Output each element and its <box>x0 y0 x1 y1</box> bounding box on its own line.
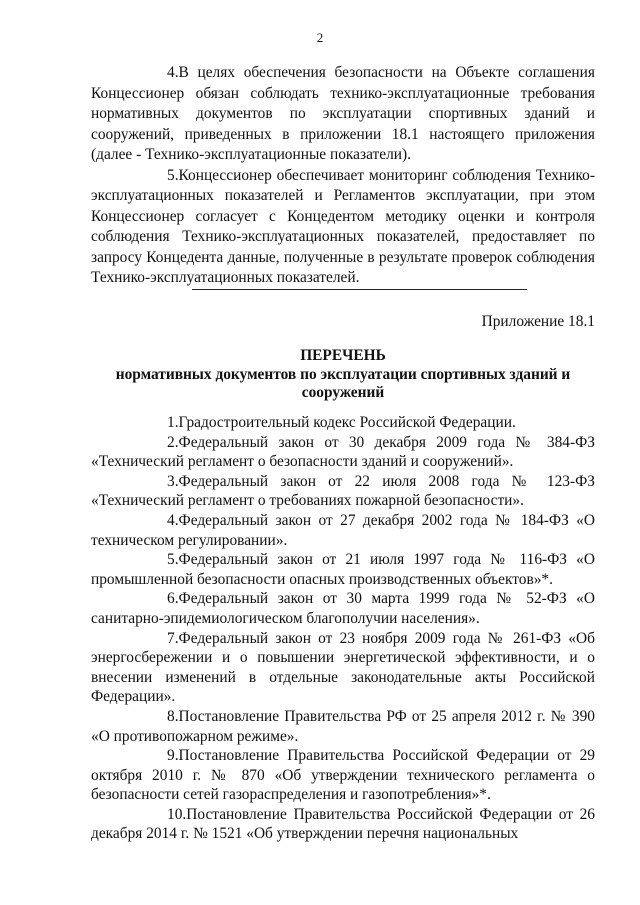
list-item-number: 5. <box>167 551 179 569</box>
paragraph-4 <box>91 63 595 166</box>
list-item <box>91 707 595 746</box>
list-item-text: Градостроительный кодекс Российской Федерации. <box>178 414 516 431</box>
list-item-number: 6. <box>167 590 179 608</box>
list-item-text: Постановление Правительства РФ от 25 апреля 2012 г. № 390 «О противопожарном режиме». <box>91 707 595 745</box>
list-item <box>91 433 595 472</box>
list-item-text: Федеральный закон от 22 июля 2008 года № 123-ФЗ «Технический регламент о требованиях пожарной безопасности». <box>91 472 595 510</box>
list-heading <box>91 347 595 403</box>
list-item <box>91 805 595 844</box>
list-item-text: Федеральный закон от 30 марта 1999 года № 52-ФЗ «О санитарно-эпидемиологическом благополучии населения». <box>91 590 595 627</box>
list-item-number: 10. <box>167 805 187 823</box>
list-item-number: 2. <box>167 433 179 451</box>
list-item <box>91 589 595 628</box>
list-item <box>91 550 595 589</box>
paragraph-number: 4. <box>167 64 179 81</box>
list-item-number: 7. <box>167 629 179 647</box>
list-item-text: Постановление Правительства Российской Федерации от 26 декабря 2014 г. № 1521 «Об утверждении перечня национальных <box>91 805 595 843</box>
heading-subtitle: нормативных документов по эксплуатации спортивных зданий и сооружений <box>115 365 571 401</box>
list-item-text: Федеральный закон от 27 декабря 2002 года № 184-ФЗ «О техническом регулировании». <box>91 511 595 549</box>
paragraph-text: В целях обеспечения безопасности на Объекте соглашения Концессионер обязан соблюдать технико-эксплуатационные требования нормативных документов по эксплуатации спортивных зданий и сооружений, приведенных в приложении 18.1 настоящего приложения (далее - Технико-эксплуатационные показатели). <box>91 64 595 163</box>
list-item-number: 4. <box>167 511 179 529</box>
list-item <box>91 472 595 511</box>
list-item-number: 8. <box>167 707 179 725</box>
list-item-number: 1. <box>167 414 179 431</box>
list-item <box>91 746 595 805</box>
list-item <box>91 629 595 707</box>
heading-title: ПЕРЕЧЕНЬ <box>300 347 386 364</box>
paragraph-5 <box>91 166 595 289</box>
list-item <box>91 511 595 550</box>
list-item-text: Федеральный закон от 30 декабря 2009 года № 384-ФЗ «Технический регламент о безопасности зданий и сооружений». <box>91 433 595 471</box>
list-item <box>91 413 595 433</box>
list-item-text: Постановление Правительства Российской Федерации от 29 октября 2010 г. № 870 «Об утверждении технического регламента о безопасности сетей газораспределения и газопотребления»*. <box>91 747 595 804</box>
intro-paragraphs <box>91 63 595 289</box>
paragraph-text: Концессионер обеспечивает мониторинг соблюдения Технико-эксплуатационных показателей и Регламентов эксплуатации, при этом Концессионер согласует с Концедентом методику оценки и контроля соблюдения Технико-эксплуатационных показателей, предоставляет по запросу Концедента данные, полученные в результате проверок соблюдения Технико-эксплуатационных показателей. <box>91 166 595 286</box>
page-number: 2 <box>316 30 324 45</box>
list-item-number: 3. <box>167 472 179 490</box>
section-divider <box>192 289 527 290</box>
list-item-text: Федеральный закон от 23 ноября 2009 года № 261-ФЗ «Об энергосбережении и о повышении энергетической эффективности, и о внесении изменений в отдельные законодательные акты Российской Федерации». <box>91 629 595 706</box>
normative-documents-list <box>91 413 595 844</box>
list-item-text: Федеральный закон от 21 июля 1997 года № 116-ФЗ «О промышленной безопасности опасных производственных объектов»*. <box>91 551 595 588</box>
paragraph-number: 5. <box>167 166 179 184</box>
appendix-label: Приложение 18.1 <box>481 313 595 330</box>
list-item-number: 9. <box>167 747 179 765</box>
